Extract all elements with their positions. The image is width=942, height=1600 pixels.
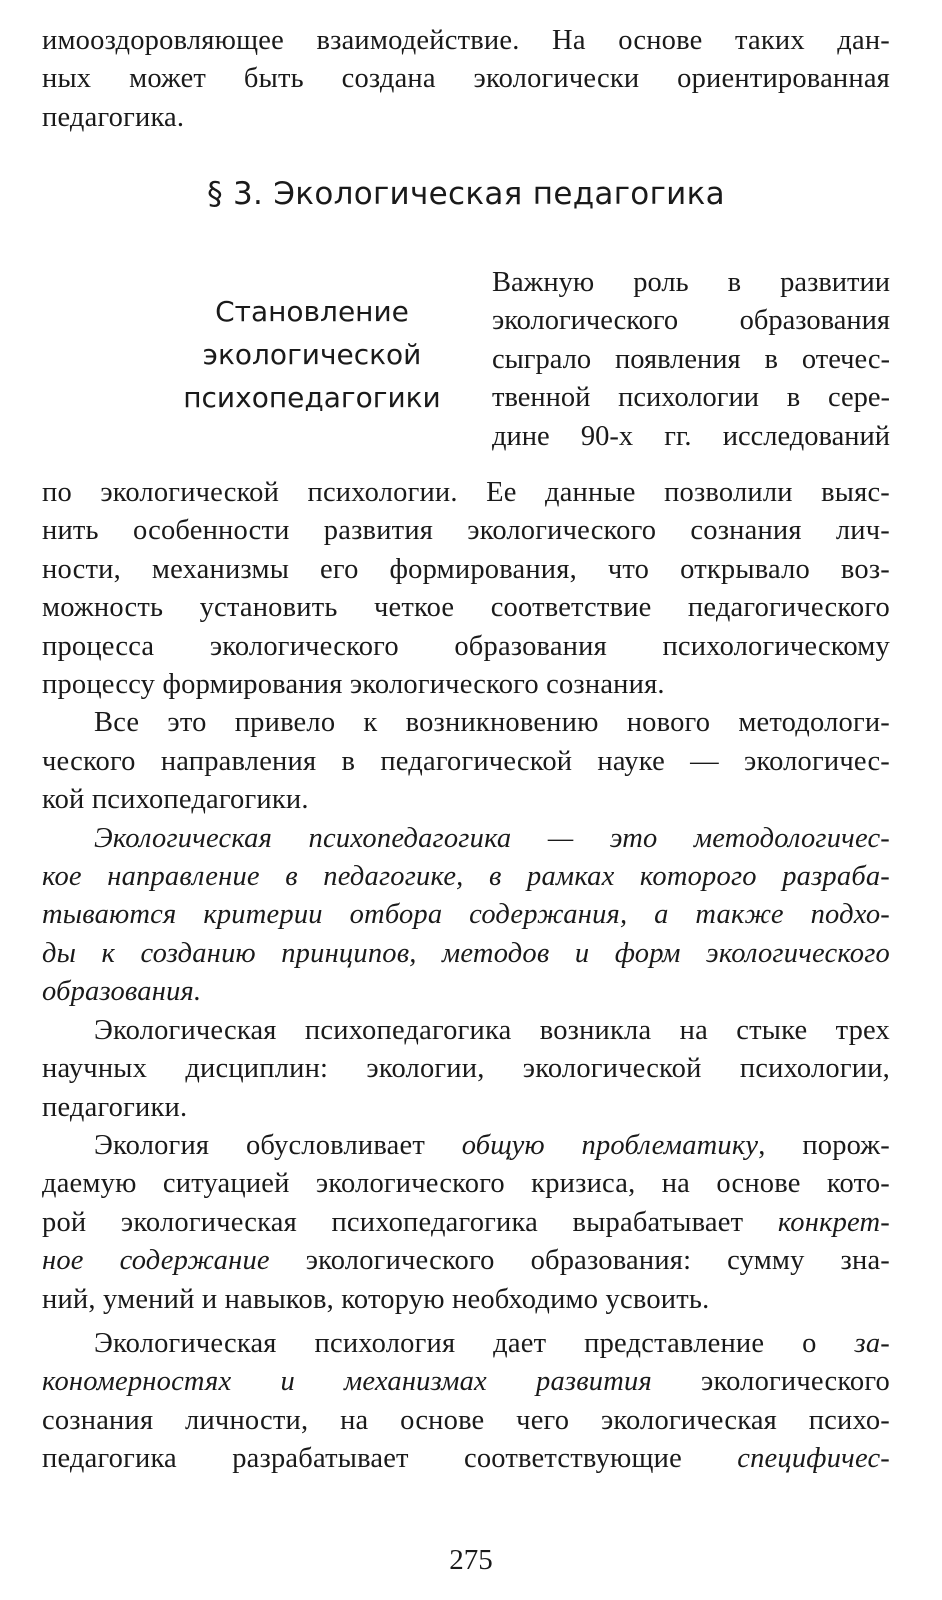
paragraph-intro-right — [492, 264, 890, 456]
italic-run: ное содержание — [42, 1245, 270, 1277]
text-line: сыграло появления в отечес- — [492, 343, 890, 375]
text-run: , порож- — [758, 1129, 890, 1161]
text-line: по экологической психологии. Ее данные позволили выяс- — [42, 477, 890, 508]
section-heading: § 3. Экологическая педагогика — [207, 176, 725, 212]
text-line: имооздоровляющее взаимодействие. На основе таких дан- — [42, 25, 890, 56]
text-line: экологического образования — [492, 305, 890, 337]
text-line: тываются критерии отбора содержания, а также подхо- — [42, 899, 890, 931]
text-line: можность установить четкое соответствие педагогического — [42, 592, 890, 624]
paragraph-2 — [42, 704, 890, 819]
text-run: Экологическая психология дает представление о — [94, 1327, 855, 1359]
text-line: научных дисциплин: экологии, экологической психологии, — [42, 1053, 890, 1085]
paragraph-6 — [42, 1325, 890, 1479]
text-line: ческого направления в педагогической науке — экологичес- — [42, 745, 890, 777]
text-line: ности, механизмы его формирования, что открывало воз- — [42, 553, 890, 585]
italic-run: кономерностях и механизмах развития — [42, 1366, 652, 1398]
text-run: педагогика разрабатывает соответствующие — [42, 1443, 738, 1475]
text-line: процессу формирования экологического сознания. — [42, 669, 665, 701]
text-line: даемую ситуацией экологического кризиса, на основе кото- — [42, 1168, 890, 1200]
main-text — [42, 474, 890, 1479]
text-run: экологического образования: сумму зна- — [269, 1245, 891, 1277]
side-heading-line: психопедагогики — [183, 381, 441, 414]
text-line: педагогика. — [42, 101, 185, 133]
paragraph-1 — [42, 474, 890, 704]
side-heading-line: Становление — [215, 295, 409, 328]
top-paragraph — [42, 22, 890, 137]
text-line — [42, 1325, 890, 1363]
text-line: педагогики. — [42, 1091, 188, 1123]
text-run: рой экологическая психопедагогика вырабатывает — [42, 1206, 778, 1238]
text-line — [42, 1440, 890, 1478]
text-line: твенной психологии в сере- — [492, 382, 890, 414]
text-line: ний, умений и навыков, которую необходимо усвоить. — [42, 1283, 710, 1315]
paragraph-3-definition — [42, 820, 890, 1012]
text-line: образования. — [42, 976, 202, 1008]
italic-run: за- — [854, 1327, 890, 1359]
paragraph-4 — [42, 1012, 890, 1127]
text-line — [42, 1204, 890, 1242]
paragraph-5 — [42, 1127, 890, 1319]
text-run: Экология обусловливает — [94, 1129, 462, 1161]
text-line: ды к созданию принципов, методов и форм экологического — [42, 937, 890, 969]
text-run: экологического — [651, 1366, 890, 1398]
text-line — [42, 1127, 890, 1165]
italic-run: конкрет- — [777, 1206, 890, 1238]
text-line: ных может быть создана экологически ориентированная — [42, 63, 890, 95]
text-line: сознания личности, на основе чего экологическая психо- — [42, 1404, 890, 1436]
italic-run: специфичес- — [737, 1443, 890, 1475]
text-line — [42, 1242, 890, 1280]
text-line — [42, 1363, 890, 1401]
text-line: Экологическая психопедагогика — это методологичес- — [94, 822, 890, 854]
text-line: Важную роль в развитии — [492, 267, 890, 298]
text-line: Все это привело к возникновению нового методологи- — [94, 707, 890, 739]
side-heading-line: экологической — [202, 338, 422, 371]
page-number: 275 — [449, 1544, 493, 1576]
side-heading — [102, 290, 522, 419]
text-line: Экологическая психопедагогика возникла на стыке трех — [94, 1014, 890, 1046]
text-line: кой психопедагогики. — [42, 784, 309, 816]
italic-run: общую проблематику — [461, 1129, 759, 1161]
text-line: нить особенности развития экологического сознания лич- — [42, 515, 890, 547]
text-line: дине 90-х гг. исследований — [492, 420, 890, 452]
text-line: кое направление в педагогике, в рамках которого разраба- — [42, 861, 890, 893]
text-line: процесса экологического образования психологическому — [42, 630, 890, 662]
